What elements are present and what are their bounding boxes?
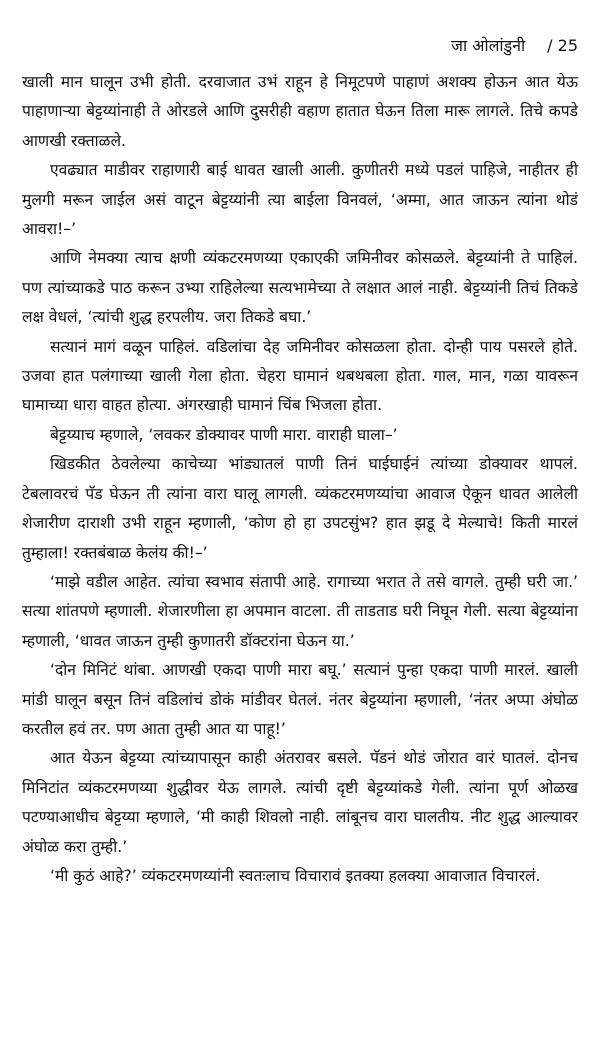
paragraph-9: आत येऊन बेट्टय्या त्यांच्यापासून काही अंतरावर बसले. पॅडनं थोडं जोरात वारं घातलं. दोनच मिनिटांत व्यंकटरमणय्या शुद्धीवर येऊ लागले. त्यांची दृष्टी बेट्टय्यांकडे गेली. त्यांना पूर्ण ओळख पटण्याआधीच बेट्टय्या म्हणाले, ‘मी काही शिवलो नाही. लांबूनच वारा घालतीय. नीट शुद्ध आल्यावर अंघोळ करा तुम्ही.’ — [22, 749, 578, 856]
body-text — [22, 68, 578, 891]
paragraph-3: आणि नेमक्या त्याच क्षणी व्यंकटरमणय्या एकाएकी जमिनीवर कोसळले. बेट्टय्यांनी ते पाहिलं. पण त्यांच्याकडे पाठ करून उभ्या राहिलेल्या सत्यभामेच्या ते लक्षात आलं नाही. बेट्टय्यांनी तिचं तिकडे लक्ष वेधलं, ‘त्यांची शुद्ध हरपलीय. जरा तिकडे बघा.’ — [22, 249, 578, 327]
running-title: जा ओलांडुनी — [451, 36, 526, 55]
paragraph-8: ‘दोन मिनिटं थांबा. आणखी एकदा पाणी मारा बघू.’ सत्यानं पुन्हा एकदा पाणी मारलं. खाली मांडी घालून बसून तिनं वडिलांचं डोकं मांडीवर घेतलं. नंतर बेट्टय्यांना म्हणाली, ‘नंतर अप्पा अंघोळ करतील हवं तर. पण आता तुम्ही आत या पाहू!’ — [22, 661, 578, 738]
page-number: / 25 — [547, 36, 578, 55]
running-header — [451, 36, 578, 56]
paragraph-2: एवढ्यात माडीवर राहाणारी बाई धावत खाली आली. कुणीतरी मध्ये पडलं पाहिजे, नाहीतर ही मुलगी मरून जाईल असं वाटून बेट्टय्यांनी त्या बाईला विनवलं, ‘अम्मा, आत जाऊन त्यांना थोडं आवरा!–’ — [22, 161, 578, 239]
paragraph-7: ‘माझे वडील आहेत. त्यांचा स्वभाव संतापी आहे. रागाच्या भरात ते तसे वागले. तुम्ही घरी जा.’ सत्या शांतपणे म्हणाली. शेजारणीला हा अपमान वाटला. ती ताडताड घरी निघून गेली. सत्या बेट्टय्यांना म्हणाली, ‘धावत जाऊन तुम्ही कुणातरी डॉक्टरांना घेऊन या.’ — [22, 572, 578, 650]
paragraph-10: ‘मी कुठं आहे?’ व्यंकटरमणय्यांनी स्वतःलाच विचारावं इतक्या हलक्या आवाजात विचारलं. — [50, 866, 541, 885]
paragraph-5: बेट्टय्याच म्हणाले, ‘लवकर डोक्यावर पाणी मारा. वाराही घाला–’ — [50, 425, 398, 444]
paragraph-1: खाली मान घालून उभी होती. दरवाजात उभं राहून हे निमूटपणे पाहाणं अशक्य होऊन आत येऊ पाहाणाऱ्या बेट्टय्यांनाही ते ओरडले आणि दुसरीही वहाण हातात घेऊन तिला मारू लागले. तिचे कपडे आणखी रक्ताळले. — [22, 73, 578, 150]
paragraph-6: खिडकीत ठेवलेल्या काचेच्या भांड्यातलं पाणी तिनं घाईघाईनं त्यांच्या डोक्यावर थापलं. टेबलावरचं पॅड घेऊन ती त्यांना वारा घालू लागली. व्यंकटरमणय्यांचा आवाज ऐकून धावत आलेली शेजारीण दाराशी उभी राहून म्हणाली, ‘कोण हो हा उपटसुंभ? हात झडू दे मेल्याचे! किती मारलं तुम्हाला! रक्तबंबाळ केलंय की!–’ — [22, 455, 578, 562]
paragraph-4: सत्यानं मागं वळून पाहिलं. वडिलांचा देह जमिनीवर कोसळला होता. दोन्ही पाय पसरले होते. उजवा हात पलंगाच्या खाली गेला होता. चेहरा घामानं थबथबला होता. गाल, मान, गळा यावरून घामाच्या धारा वाहत होत्या. अंगरखाही घामानं चिंब भिजला होता. — [22, 337, 578, 415]
